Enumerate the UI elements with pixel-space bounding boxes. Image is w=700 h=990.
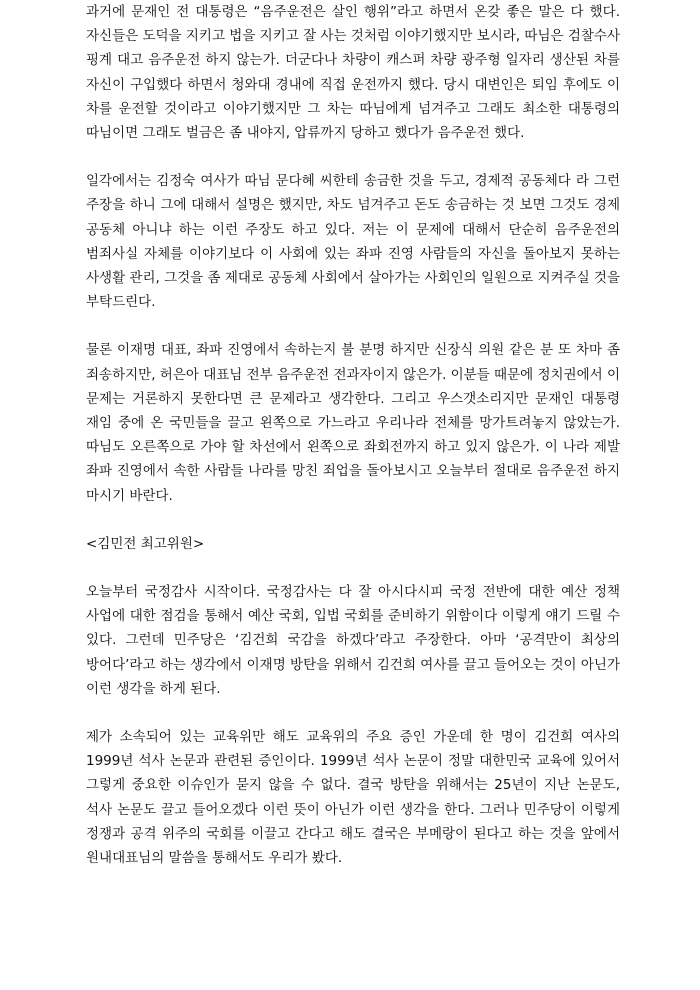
paragraph-economic-community: 일각에서는 김정숙 여사가 따님 문다혜 씨한테 송금한 것을 두고, 경제적 공동체다 라 그런 주장을 하니 그에 대해서 설명은 했지만, 차도 넘겨주고 돈도 송금하는 것 보면 그것도 경제 공동체 아니냐 하는 이런 주장도 하고 있다. 저는 이 문제에 대해서 단순히 음주운전의 범죄사실 자체를 이야기보다 이 사회에 있는 좌파 진영 사람들의 자신을 돌아보지 못하는 사생활 관리, 그것을 좀 제대로 공동체 사회에서 살아가는 사회인의 일원으로 지켜주실 것을 부탁드린다.	[86, 173, 621, 311]
document-page	[86, 0, 620, 894]
speaker-heading: <김민전 최고위원>	[86, 535, 205, 552]
paragraph-education-committee: 제가 소속되어 있는 교육위만 해도 교육위의 주요 증인 가운데 한 명이 김건희 여사의 1999년 석사 논문과 관련된 증인이다. 1999년 석사 논문이 정말 대한민국 교육에 있어서 그렇게 중요한 이슈인가 묻지 않을 수 없다. 결국 방탄을 위해서는 25년이 지난 논문도, 석사 논문도 끌고 들어오겠다 이런 뜻이 아닌가 이런 생각을 한다. 그러나 민주당이 이렇게 정쟁과 공격 위주의 국회를 이끌고 간다고 해도 결국은 부메랑이 된다고 하는 것을 앞에서 원내대표님의 말씀을 통해서도 우리가 봤다.	[86, 729, 620, 867]
paragraph-audit-start: 오늘부터 국정감사 시작이다. 국정감사는 다 잘 아시다시피 국정 전반에 대한 예산 정책 사업에 대한 점검을 통해서 예산 국회, 입법 국회를 준비하기 위함이다 이렇게 얘기 드릴 수 있다. 그런데 민주당은 ‘김건희 국감을 하겠다’라고 주장한다. 아마 ‘공격만이 최상의 방어다’라고 하는 생각에서 이재명 방탄을 위해서 김건희 여사를 끌고 들어오는 것이 아닌가 이런 생각을 하게 된다.	[86, 584, 621, 697]
paragraph-moon-drunk-driving: 과거에 문재인 전 대통령은 “음주운전은 살인 행위”라고 하면서 온갖 좋은 말은 다 했다. 자신들은 도덕을 지키고 법을 지키고 잘 사는 것처럼 이야기했지만 보시라, 따님은 검찰수사 핑계 대고 음주운전 하지 않는가. 더군다나 차량이 캐스퍼 차량 광주형 일자리 생산된 차를 자신이 구입했다 하면서 청와대 경내에 직접 운전까지 했다. 당시 대변인은 퇴임 후에도 이 차를 운전할 것이라고 이야기했지만 그 차는 따님에게 넘겨주고 그래도 최소한 대통령의 따님이면 그래도 벌금은 좀 내야지, 압류까지 당하고 했다가 음주운전 했다.	[86, 4, 621, 142]
paragraph-left-camp-records: 물론 이재명 대표, 좌파 진영에서 속하는지 불 분명 하지만 신장식 의원 같은 분 또 차마 좀 죄송하지만, 허은아 대표님 전부 음주운전 전과자이지 않은가. 이분들 때문에 정치권에서 이 문제는 거론하지 못한다면 큰 문제라고 생각한다. 그리고 우스갯소리지만 문재인 대통령 재임 중에 온 국민들을 끌고 왼쪽으로 가느라고 우리나라 전체를 망가트려놓지 않았는가. 따님도 오른쪽으로 가야 할 차선에서 왼쪽으로 좌회전까지 하고 있지 않은가. 이 나라 제발 좌파 진영에서 속한 사람들 나라를 망친 죄업을 돌아보시고 오늘부터 절대로 음주운전 하지 마시기 바란다.	[86, 342, 621, 504]
